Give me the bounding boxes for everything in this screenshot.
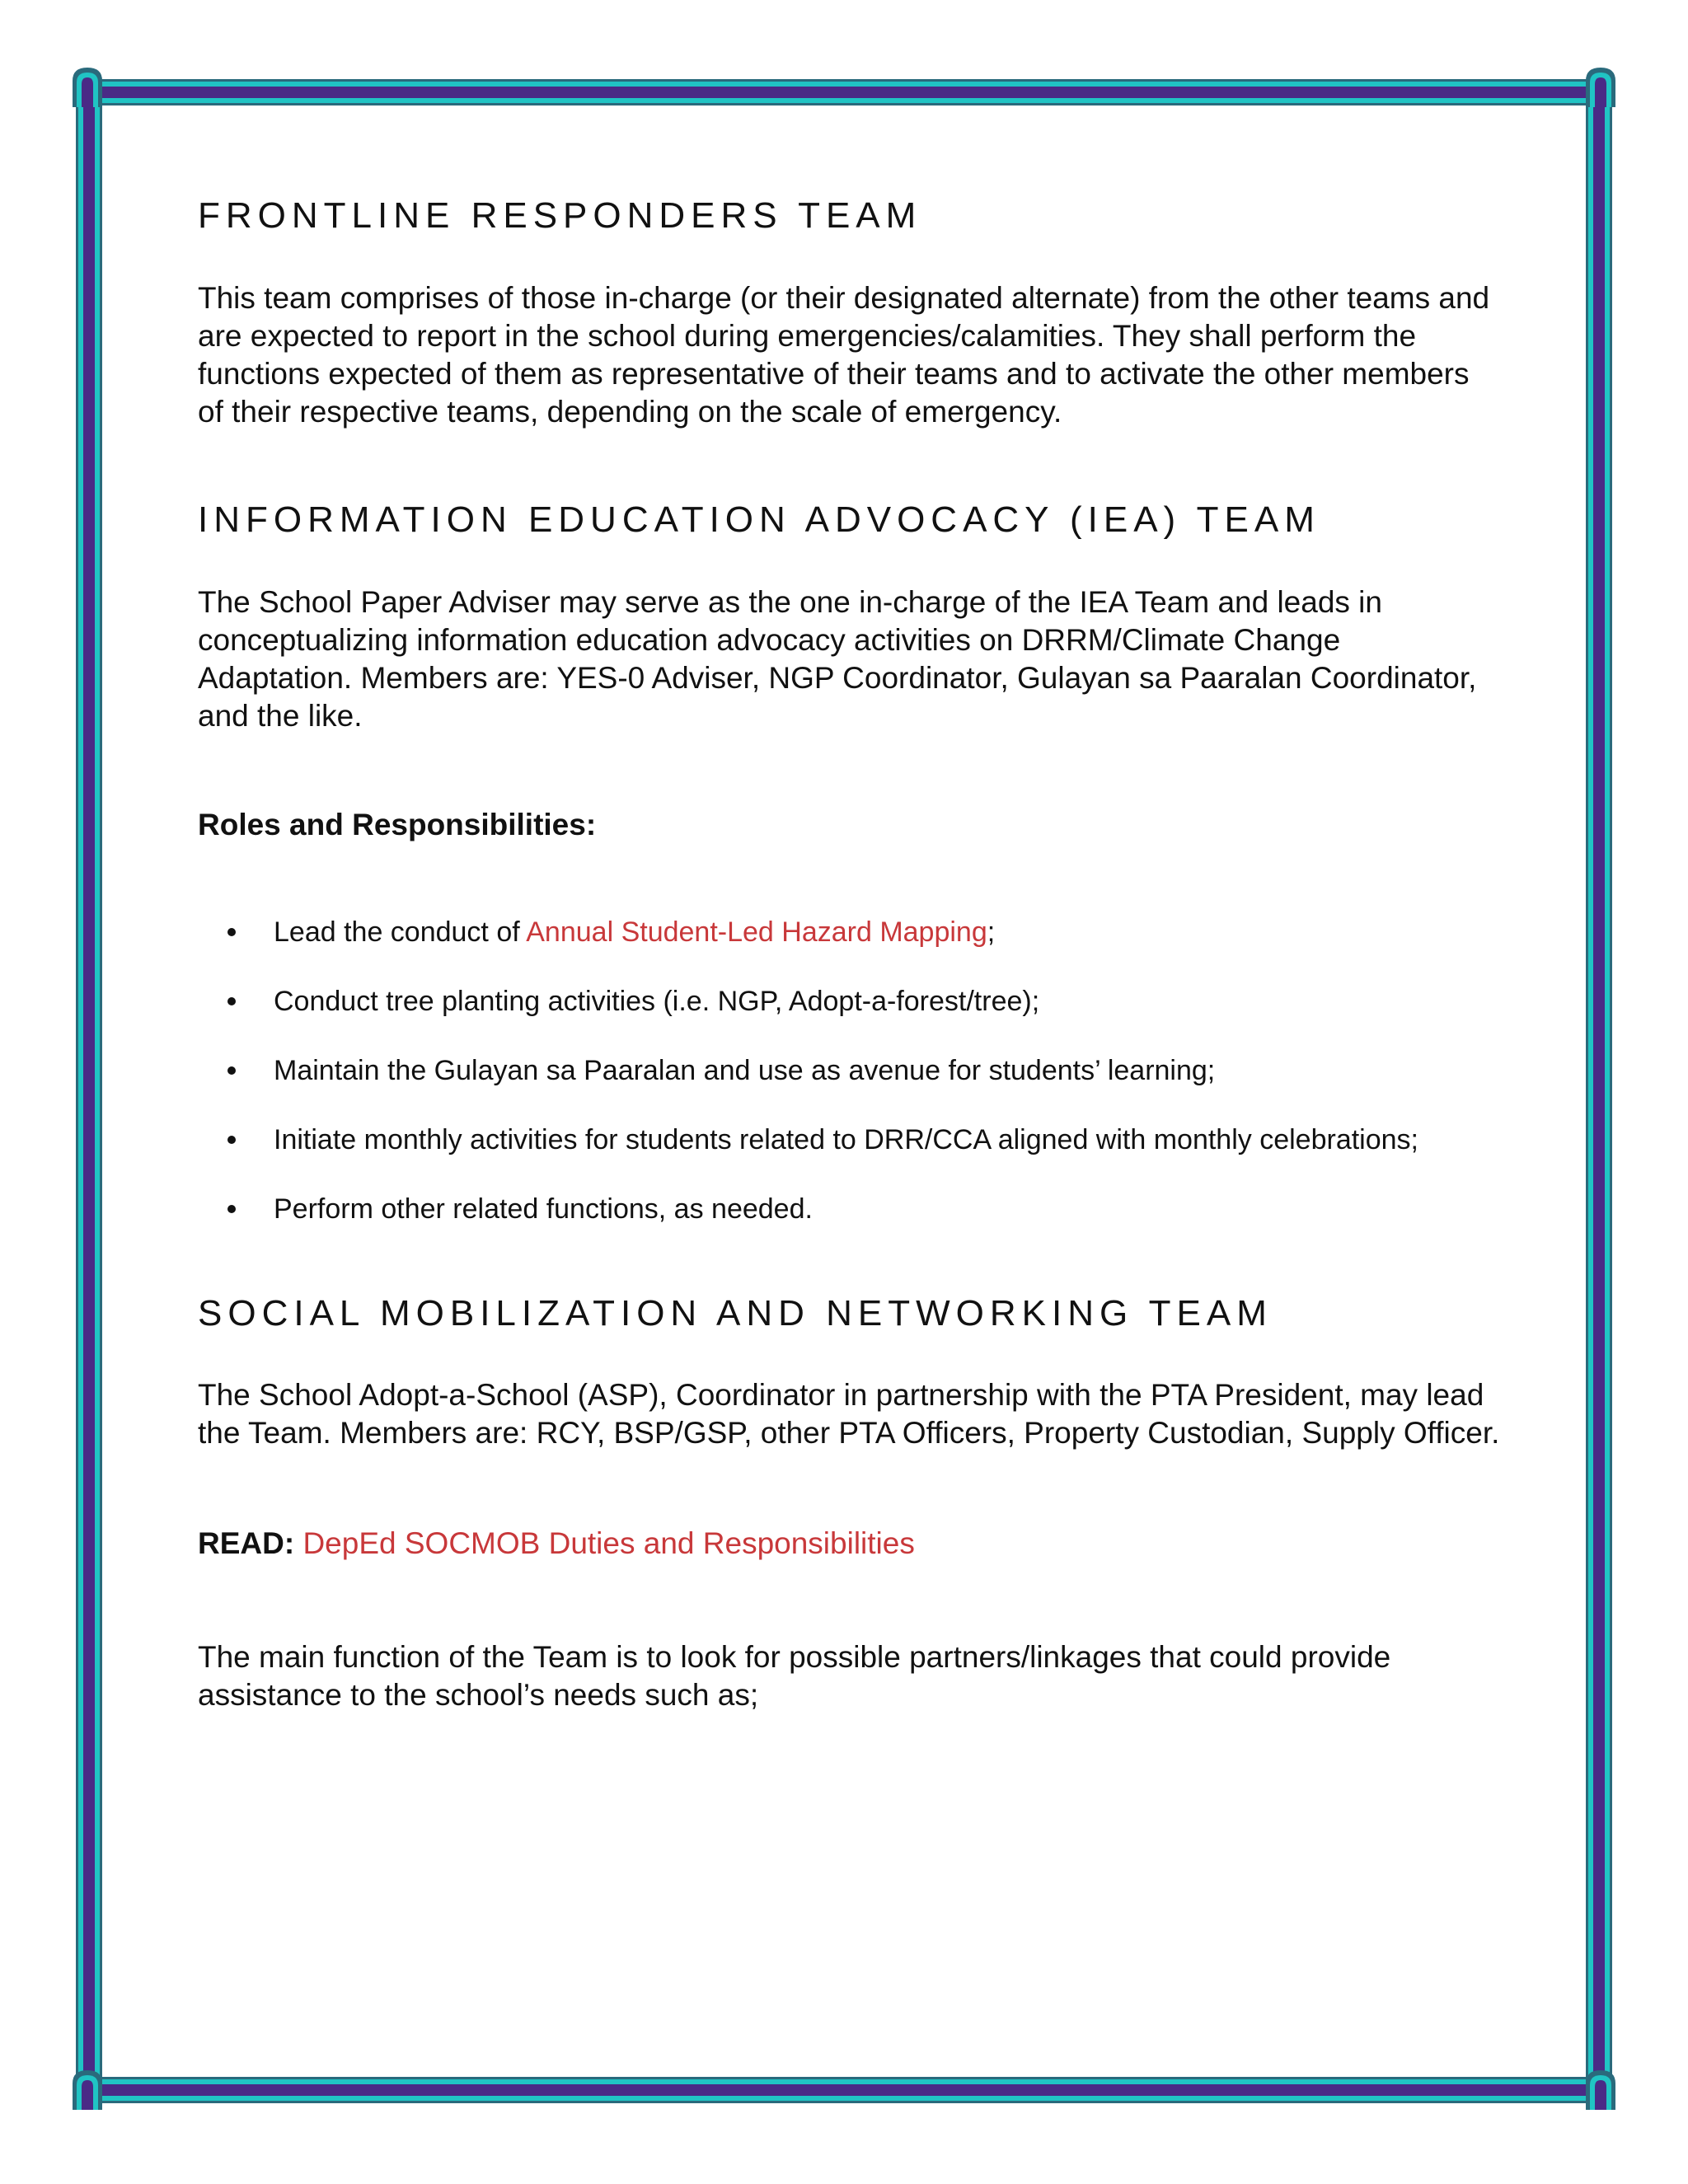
iea-heading: INFORMATION EDUCATION ADVOCACY (IEA) TEAM xyxy=(198,499,1320,540)
list-item xyxy=(198,915,1500,949)
document-body xyxy=(198,194,1500,1714)
roles-list xyxy=(198,915,1500,1226)
list-item-text: Lead the conduct of xyxy=(274,916,527,948)
corner-ornament-icon xyxy=(69,2067,106,2110)
corner-ornament-icon xyxy=(1582,2067,1619,2110)
list-item: Conduct tree planting activities (i.e. NGP, Adopt-a-forest/tree); xyxy=(198,984,1500,1019)
list-item: Initiate monthly activities for students related to DRR/CCA aligned with monthly celebrations; xyxy=(198,1122,1500,1157)
list-item-text: ; xyxy=(987,916,996,948)
list-item: Perform other related functions, as needed. xyxy=(198,1192,1500,1226)
iea-description: The School Paper Adviser may serve as the one in-charge of the IEA Team and leads in conceptualizing information education advocacy activities on DRRM/Climate Change Adaptation. Members are: YES-0 Adviser, NGP Coordinator, Gulayan sa Paaralan Coordinator, and the like. xyxy=(198,584,1477,733)
socmob-heading: SOCIAL MOBILIZATION AND NETWORKING TEAM xyxy=(198,1292,1273,1333)
corner-ornament-icon xyxy=(1582,64,1619,107)
border-bottom xyxy=(76,2077,1612,2103)
read-line xyxy=(198,1525,1500,1563)
list-item: Maintain the Gulayan sa Paaralan and use as avenue for students’ learning; xyxy=(198,1053,1500,1088)
roles-heading: Roles and Responsibilities: xyxy=(198,807,597,841)
socmob-description: The School Adopt-a-School (ASP), Coordinator in partnership with the PTA President, may lead the Team. Members are: RCY, BSP/GSP, other PTA Officers, Property Custodian, Supply Officer. xyxy=(198,1378,1500,1451)
frontline-description: This team comprises of those in-charge (or their designated alternate) from the other teams and are expected to report in the school during emergencies/calamities. They shall perform the functions expected of them as representative of their teams and to activate the other members of their respective teams, depending on the scale of emergency. xyxy=(198,280,1490,429)
main-function-text: The main function of the Team is to look for possible partners/linkages that could provide assistance to the school’s needs such as; xyxy=(198,1640,1391,1713)
border-left xyxy=(76,79,102,2103)
border-top xyxy=(76,79,1612,105)
socmob-duties-link[interactable]: DepEd SOCMOB Duties and Responsibilities xyxy=(302,1526,915,1561)
border-right xyxy=(1586,79,1612,2103)
frontline-heading: FRONTLINE RESPONDERS TEAM xyxy=(198,195,922,236)
read-label: READ: xyxy=(198,1526,295,1561)
corner-ornament-icon xyxy=(69,64,106,107)
hazard-mapping-link[interactable]: Annual Student-Led Hazard Mapping xyxy=(526,916,987,948)
